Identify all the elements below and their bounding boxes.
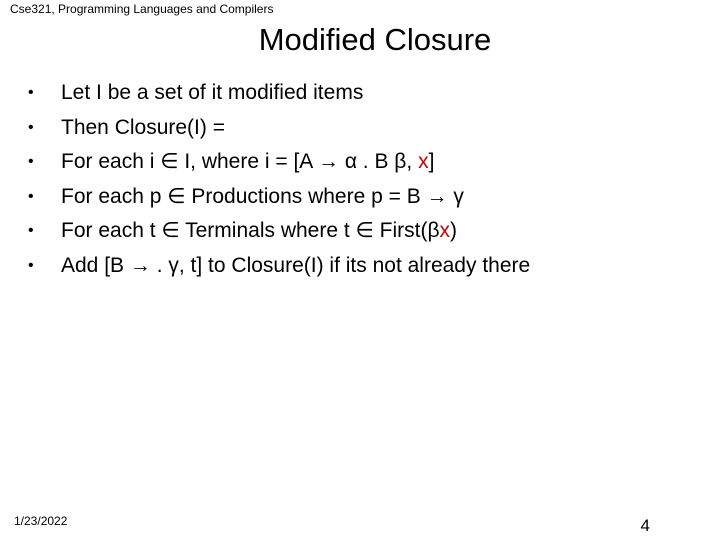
bullet-list — [28, 76, 530, 283]
bullet-icon: • — [28, 187, 34, 205]
bullet-text-post: ) — [450, 219, 458, 242]
bullet-icon: • — [28, 256, 34, 274]
bullet-text-pre: For each i ∈ I, where i = [A → α . B β, — [61, 150, 419, 173]
bullet-text: Add [B → . γ, t] to Closure(I) if its not already there — [61, 253, 531, 277]
bullet-item — [28, 180, 530, 215]
slide-title: Modified Closure — [258, 22, 492, 57]
course-header: Cse321, Programming Languages and Compilers — [10, 2, 274, 16]
bullet-text: Then Closure(I) = — [61, 115, 225, 139]
bullet-text: For each p ∈ Productions where p = B → γ — [61, 184, 464, 208]
bullet-item — [28, 249, 530, 284]
page-number: 4 — [640, 516, 650, 535]
bullet-icon: • — [28, 153, 34, 170]
bullet-item — [28, 76, 530, 111]
bullet-icon: • — [28, 222, 34, 239]
bullet-text-post: ] — [428, 150, 435, 173]
bullet-icon: • — [28, 118, 34, 136]
bullet-item — [28, 145, 530, 180]
footer-date: 1/23/2022 — [14, 514, 68, 528]
bullet-text: Let I be a set of it modified items — [61, 81, 364, 104]
lookahead-x: x — [439, 219, 451, 242]
bullet-text-pre: For each t ∈ Terminals where t ∈ First(β — [61, 219, 440, 242]
bullet-item — [28, 111, 530, 146]
bullet-icon: • — [28, 84, 34, 101]
lookahead-x: x — [418, 150, 429, 173]
bullet-item — [28, 214, 530, 249]
